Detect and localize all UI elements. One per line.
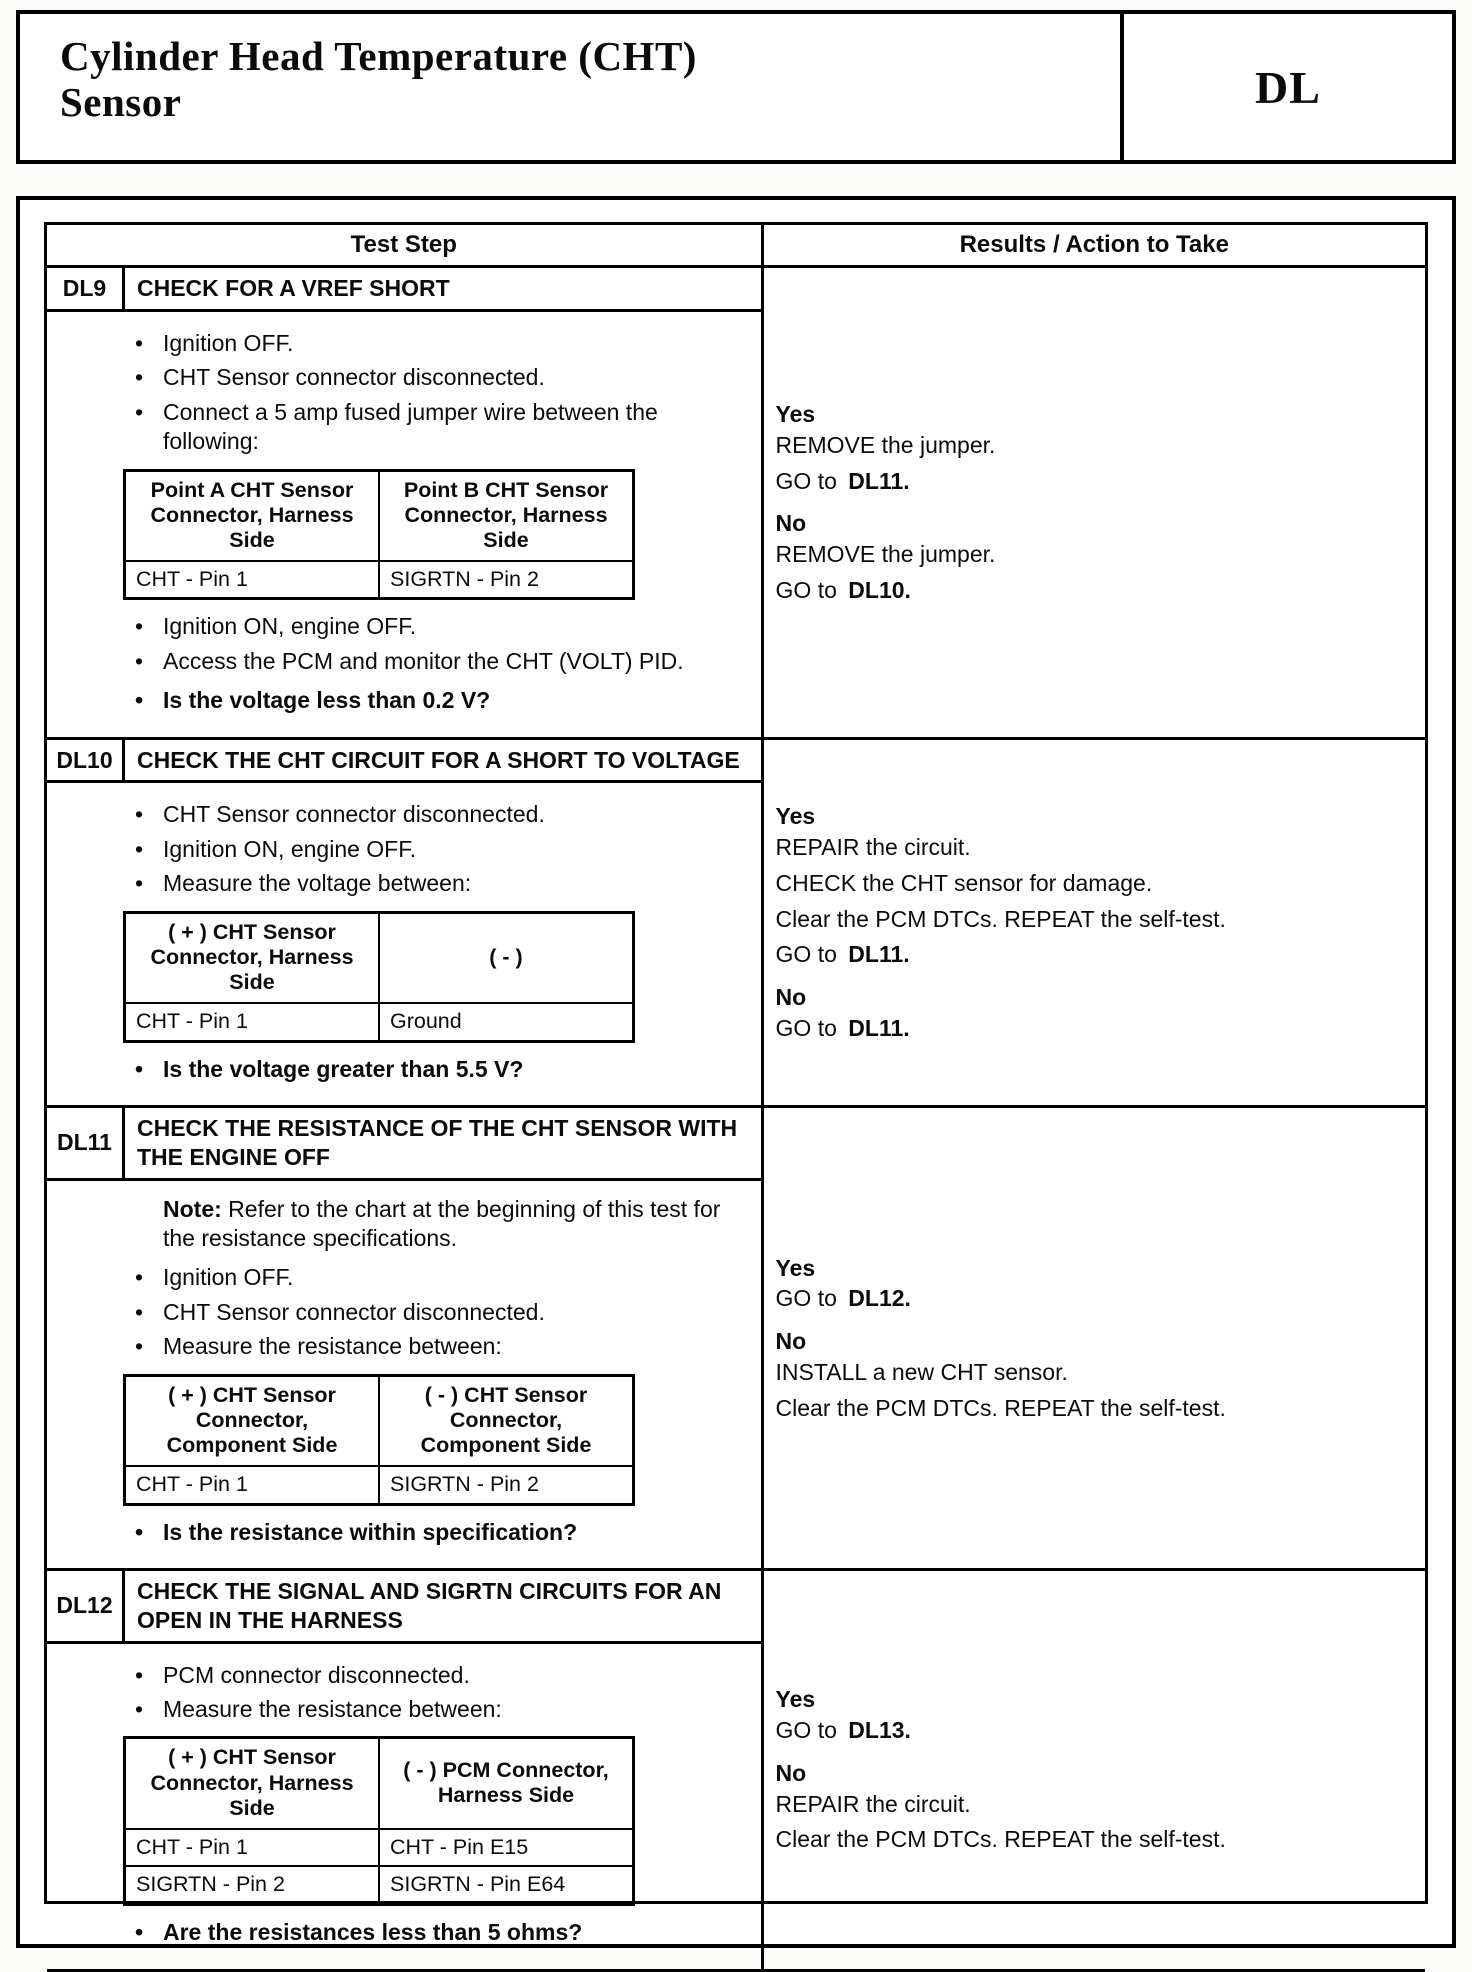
result-label: Yes — [775, 1254, 816, 1281]
bullet-item: • Measure the resistance between: — [127, 1332, 743, 1361]
page-title: Cylinder Head Temperature (CHT) Sensor — [60, 33, 697, 125]
results-cell — [764, 1571, 1425, 1968]
goto-target — [1226, 1826, 1231, 1852]
result-line: GO to DL13. — [775, 1717, 911, 1744]
note-text: Refer to the chart at the beginning of this test for the resistance specifications. — [163, 1195, 721, 1251]
step-content — [47, 312, 761, 737]
bullet-item: • Access the PCM and monitor the CHT (VOLT) PID. — [127, 647, 743, 676]
goto-target — [995, 432, 1000, 458]
result-label: No — [775, 984, 807, 1010]
pin-table-header-cell: ( - ) CHT Sensor Connector, Component Side — [379, 1375, 634, 1466]
bullet-item: • CHT Sensor connector disconnected. — [127, 800, 743, 829]
goto-target: DL10. — [848, 576, 911, 603]
step-title: CHECK THE CHT CIRCUIT FOR A SHORT TO VOLTAGE — [137, 746, 740, 773]
goto-target: DL11. — [848, 1014, 910, 1041]
result-group-no — [776, 509, 1411, 604]
bullet-item: • PCM connector disconnected. — [127, 1661, 743, 1690]
result-line: Clear the PCM DTCs. REPEAT the self-test. — [776, 1825, 1411, 1854]
test-step-cell — [47, 268, 764, 737]
goto-target — [1152, 870, 1157, 896]
bullet-item: • Measure the voltage between: — [127, 869, 743, 898]
table-header-row — [47, 225, 1425, 268]
results-column-header: Results / Action to Take — [959, 231, 1229, 258]
result-group-no — [776, 1327, 1411, 1422]
result-line: INSTALL a new CHT sensor. — [776, 1358, 1411, 1387]
goto-target — [1226, 906, 1231, 932]
result-line: REPAIR the circuit. — [776, 833, 1411, 862]
pin-table-header-cell: ( + ) CHT Sensor Connector, Harness Side — [125, 912, 380, 1003]
step-header — [47, 1571, 761, 1644]
goto-target — [1226, 1395, 1231, 1421]
result-group-no — [776, 983, 1411, 1043]
pinpoint-test-table — [44, 222, 1428, 1946]
result-line: GO to DL11. — [775, 941, 910, 968]
pin-table-header-cell: Point B CHT Sensor Connector, Harness Side — [379, 470, 634, 561]
step-id: DL9 — [47, 268, 125, 309]
pin-table-cell: SIGRTN - Pin E64 — [379, 1866, 634, 1904]
note-label: Note: — [163, 1195, 222, 1222]
test-step-column-header: Test Step — [47, 225, 764, 265]
pin-table-cell: CHT - Pin 1 — [125, 1466, 380, 1504]
step-question: • Is the resistance within specification? — [127, 1518, 743, 1547]
step-id: DL12 — [47, 1571, 125, 1641]
section-code-cell — [1120, 14, 1452, 160]
step-content — [47, 1181, 761, 1569]
result-group-no — [776, 1759, 1411, 1854]
result-label: Yes — [775, 401, 816, 428]
bullet-item: • CHT Sensor connector disconnected. — [127, 363, 743, 392]
step-note — [127, 1195, 743, 1254]
pin-table — [123, 911, 635, 1043]
result-line: GO to DL11. — [775, 467, 910, 494]
goto-target: DL11. — [848, 941, 910, 968]
pin-table-cell: CHT - Pin E15 — [379, 1829, 634, 1867]
result-group-yes — [776, 802, 1411, 969]
pin-table — [123, 1736, 635, 1906]
results-cell — [764, 1108, 1425, 1568]
pin-table-cell: SIGRTN - Pin 2 — [125, 1866, 380, 1904]
pin-table-header-cell: ( + ) CHT Sensor Connector, Component Side — [125, 1375, 380, 1466]
result-line: Clear the PCM DTCs. REPEAT the self-test. — [776, 905, 1411, 934]
step-title: CHECK THE SIGNAL AND SIGRTN CIRCUITS FOR AN OPEN IN THE HARNESS — [137, 1578, 722, 1633]
step-id: DL10 — [47, 740, 125, 781]
step-header — [47, 268, 761, 312]
result-line: GO to DL10. — [775, 576, 911, 603]
pin-table-header-cell: ( - ) — [379, 912, 634, 1003]
result-line: Clear the PCM DTCs. REPEAT the self-test. — [776, 1394, 1411, 1423]
pin-table-header-cell: Point A CHT Sensor Connector, Harness Side — [125, 470, 380, 561]
test-step-cell — [47, 1571, 764, 1968]
pin-table-cell: Ground — [379, 1003, 634, 1041]
step-header — [47, 740, 761, 784]
document-header — [16, 10, 1456, 164]
pin-table-cell: CHT - Pin 1 — [125, 1829, 380, 1867]
document-title-cell — [20, 14, 1120, 160]
step-content — [47, 783, 761, 1105]
step-question: • Is the voltage less than 0.2 V? — [127, 686, 743, 715]
step-question: • Is the voltage greater than 5.5 V? — [127, 1055, 743, 1084]
test-step-row-dl12 — [47, 1571, 1425, 1971]
goto-target — [995, 541, 1000, 567]
goto-target: DL12. — [848, 1285, 911, 1312]
result-label: No — [775, 1328, 807, 1355]
result-label: No — [775, 1759, 807, 1786]
result-line: REMOVE the jumper. — [776, 431, 1411, 460]
pin-table — [123, 469, 635, 601]
step-title: CHECK THE RESISTANCE OF THE CHT SENSOR WITH THE ENGINE OFF — [137, 1115, 738, 1170]
goto-target: DL13. — [848, 1717, 911, 1744]
result-line: CHECK the CHT sensor for damage. — [776, 869, 1411, 898]
pin-table-header-cell: ( + ) CHT Sensor Connector, Harness Side — [125, 1738, 380, 1829]
result-line: REMOVE the jumper. — [776, 540, 1411, 569]
result-label: No — [775, 510, 807, 537]
bullet-item: • Connect a 5 amp fused jumper wire between the following: — [127, 398, 743, 457]
test-table-outer-box — [16, 196, 1456, 1948]
step-id: DL11 — [47, 1108, 125, 1178]
bullet-item: • Ignition OFF. — [127, 1263, 743, 1292]
test-step-cell — [47, 740, 764, 1105]
bullet-item: • Ignition ON, engine OFF. — [127, 835, 743, 864]
goto-target — [971, 834, 976, 860]
goto-target: DL11. — [848, 467, 910, 494]
bullet-item: • Measure the resistance between: — [127, 1695, 743, 1724]
test-step-row-dl10 — [47, 740, 1425, 1108]
test-step-cell — [47, 1108, 764, 1568]
bullet-item: • CHT Sensor connector disconnected. — [127, 1298, 743, 1327]
step-title: CHECK FOR A VREF SHORT — [137, 275, 450, 301]
test-step-row-dl11 — [47, 1108, 1425, 1571]
bullet-item: • Ignition OFF. — [127, 329, 743, 358]
pin-table-header-cell: ( - ) PCM Connector, Harness Side — [379, 1738, 634, 1829]
step-header — [47, 1108, 761, 1181]
result-line: GO to DL12. — [775, 1285, 911, 1312]
result-label: Yes — [775, 1686, 816, 1713]
result-group-yes — [776, 400, 1411, 495]
goto-target — [971, 1791, 976, 1817]
pin-table-cell: SIGRTN - Pin 2 — [379, 1466, 634, 1504]
result-group-yes — [776, 1254, 1411, 1314]
results-cell — [764, 268, 1425, 737]
pin-table — [123, 1374, 635, 1506]
pin-table-cell: SIGRTN - Pin 2 — [379, 561, 634, 599]
pin-table-cell: CHT - Pin 1 — [125, 561, 380, 599]
result-line: REPAIR the circuit. — [776, 1790, 1411, 1819]
bullet-item: • Ignition ON, engine OFF. — [127, 612, 743, 641]
goto-target — [1068, 1359, 1073, 1385]
result-group-yes — [776, 1685, 1411, 1745]
pin-table-cell: CHT - Pin 1 — [125, 1003, 380, 1041]
results-cell — [764, 740, 1425, 1105]
step-question: • Are the resistances less than 5 ohms? — [127, 1918, 743, 1947]
result-label: Yes — [775, 803, 816, 830]
test-step-row-dl9 — [47, 268, 1425, 740]
section-code: DL — [1255, 61, 1321, 113]
result-line: GO to DL11. — [775, 1014, 910, 1041]
step-content — [47, 1644, 761, 1969]
